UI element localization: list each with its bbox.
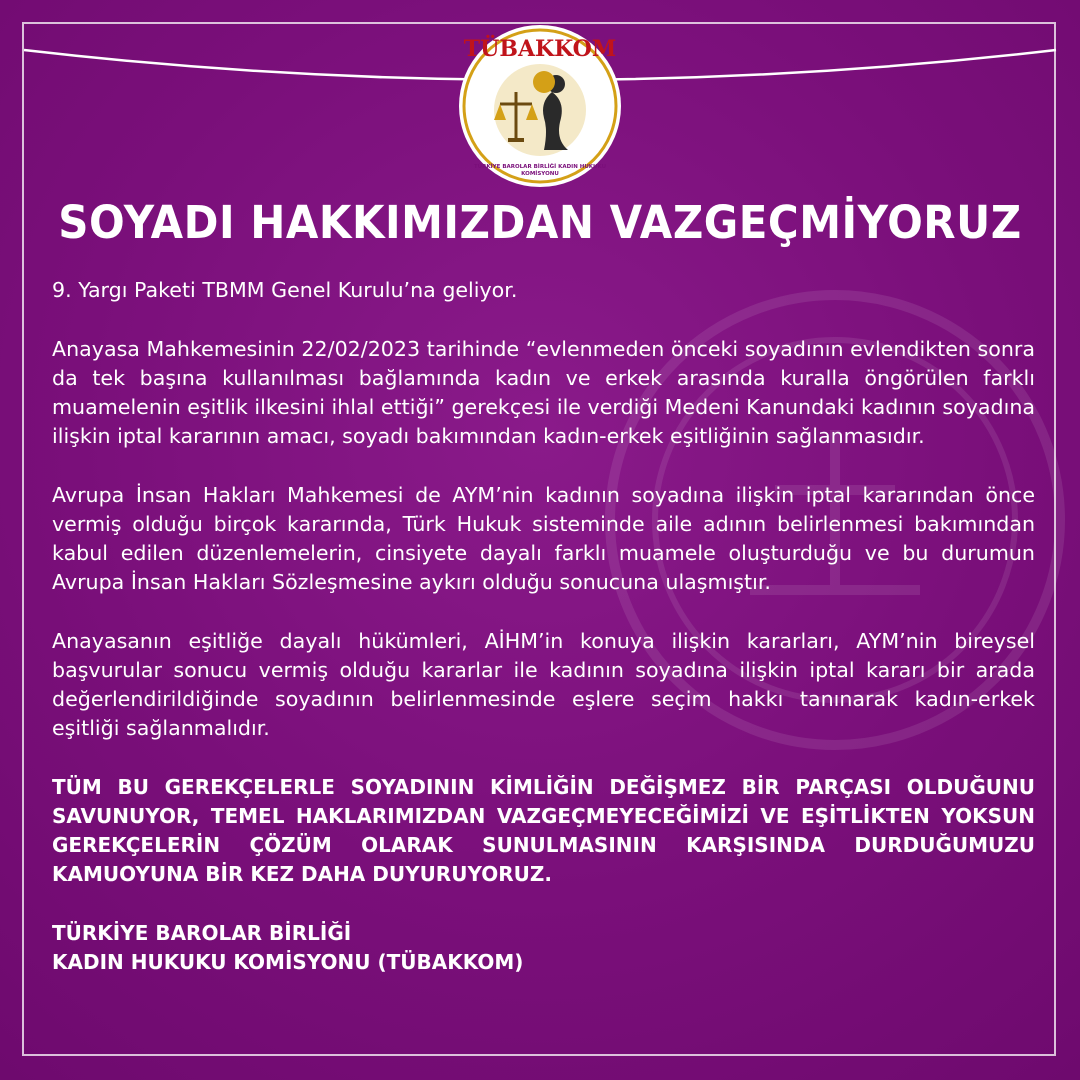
paragraph-aihm: Avrupa İnsan Hakları Mahkemesi de AYM’nin kadının soyadına ilişkin iptal kararından önce vermiş olduğu birçok kararında, Türk Hukuk sisteminde aile adının belirlenmesi bakımından kabul edilen düzenlemelerin, cinsiyete dayalı farklı muamele oluşturduğu ve bu durumun Avrupa İnsan Hakları Sözleşmesine aykırı olduğu sonucuna ulaşmıştır. [52, 483, 1035, 594]
tubakkom-logo [456, 22, 624, 190]
paragraph-equality: Anayasanın eşitliğe dayalı hükümleri, AİHM’in konuya ilişkin kararları, AYM’nin bireysel başvurular sonucu vermiş olduğu kararlar ile kadının soyadına ilişkin iptal kararı bir arada değerlendirildiğinde soyadının belirlenmesinde eşlere seçim hakkı tanınarak kadın-erkek eşitliği sağlanmalıdır. [52, 629, 1035, 740]
signature-line-1: TÜRKİYE BAROLAR BİRLİĞİ [52, 921, 352, 945]
signature [52, 919, 1035, 977]
paragraph-declaration: TÜM BU GEREKÇELERLE SOYADININ KİMLİĞİN DEĞİŞMEZ BİR PARÇASI OLDUĞUNU SAVUNUYOR, TEMEL HAKLARIMIZDAN VAZGEÇMEYECEĞİMİZİ VE EŞİTLİKTEN YOKSUN GEREKÇELERİN ÇÖZÜM OLARAK SUNULMASININ KARŞISINDA DURDUĞUMUZU KAMUOYUNA BİR KEZ DAHA DUYURUYORUZ. [52, 775, 1035, 886]
page-title: SOYADI HAKKIMIZDAN VAZGEÇMİYORUZ [58, 196, 1022, 249]
statement-body [52, 276, 1035, 977]
paragraph-aym-decision: Anayasa Mahkemesinin 22/02/2023 tarihinde “evlenmeden önceki soyadının evlendikten sonra da tek başına kullanılması bağlamında kadın ve erkek arasında kuralla öngörülen farklı muamelenin eşitlik ilkesini ihlal ettiği” gerekçesi ile verdiği Medeni Kanundaki kadının soyadına ilişkin iptal kararının amacı, soyadı bakımından kadın-erkek eşitliğinin sağlanmasıdır. [52, 337, 1035, 448]
logo-text: TÜBAKKOM [463, 36, 617, 62]
logo-ring-text: TÜRKİYE BAROLAR BİRLİĞİ KADIN HUKUKU KOMİSYONU [473, 164, 607, 177]
paragraph-intro: 9. Yargı Paketi TBMM Genel Kurulu’na geliyor. [52, 278, 518, 302]
signature-line-2: KADIN HUKUKU KOMİSYONU (TÜBAKKOM) [52, 950, 524, 974]
